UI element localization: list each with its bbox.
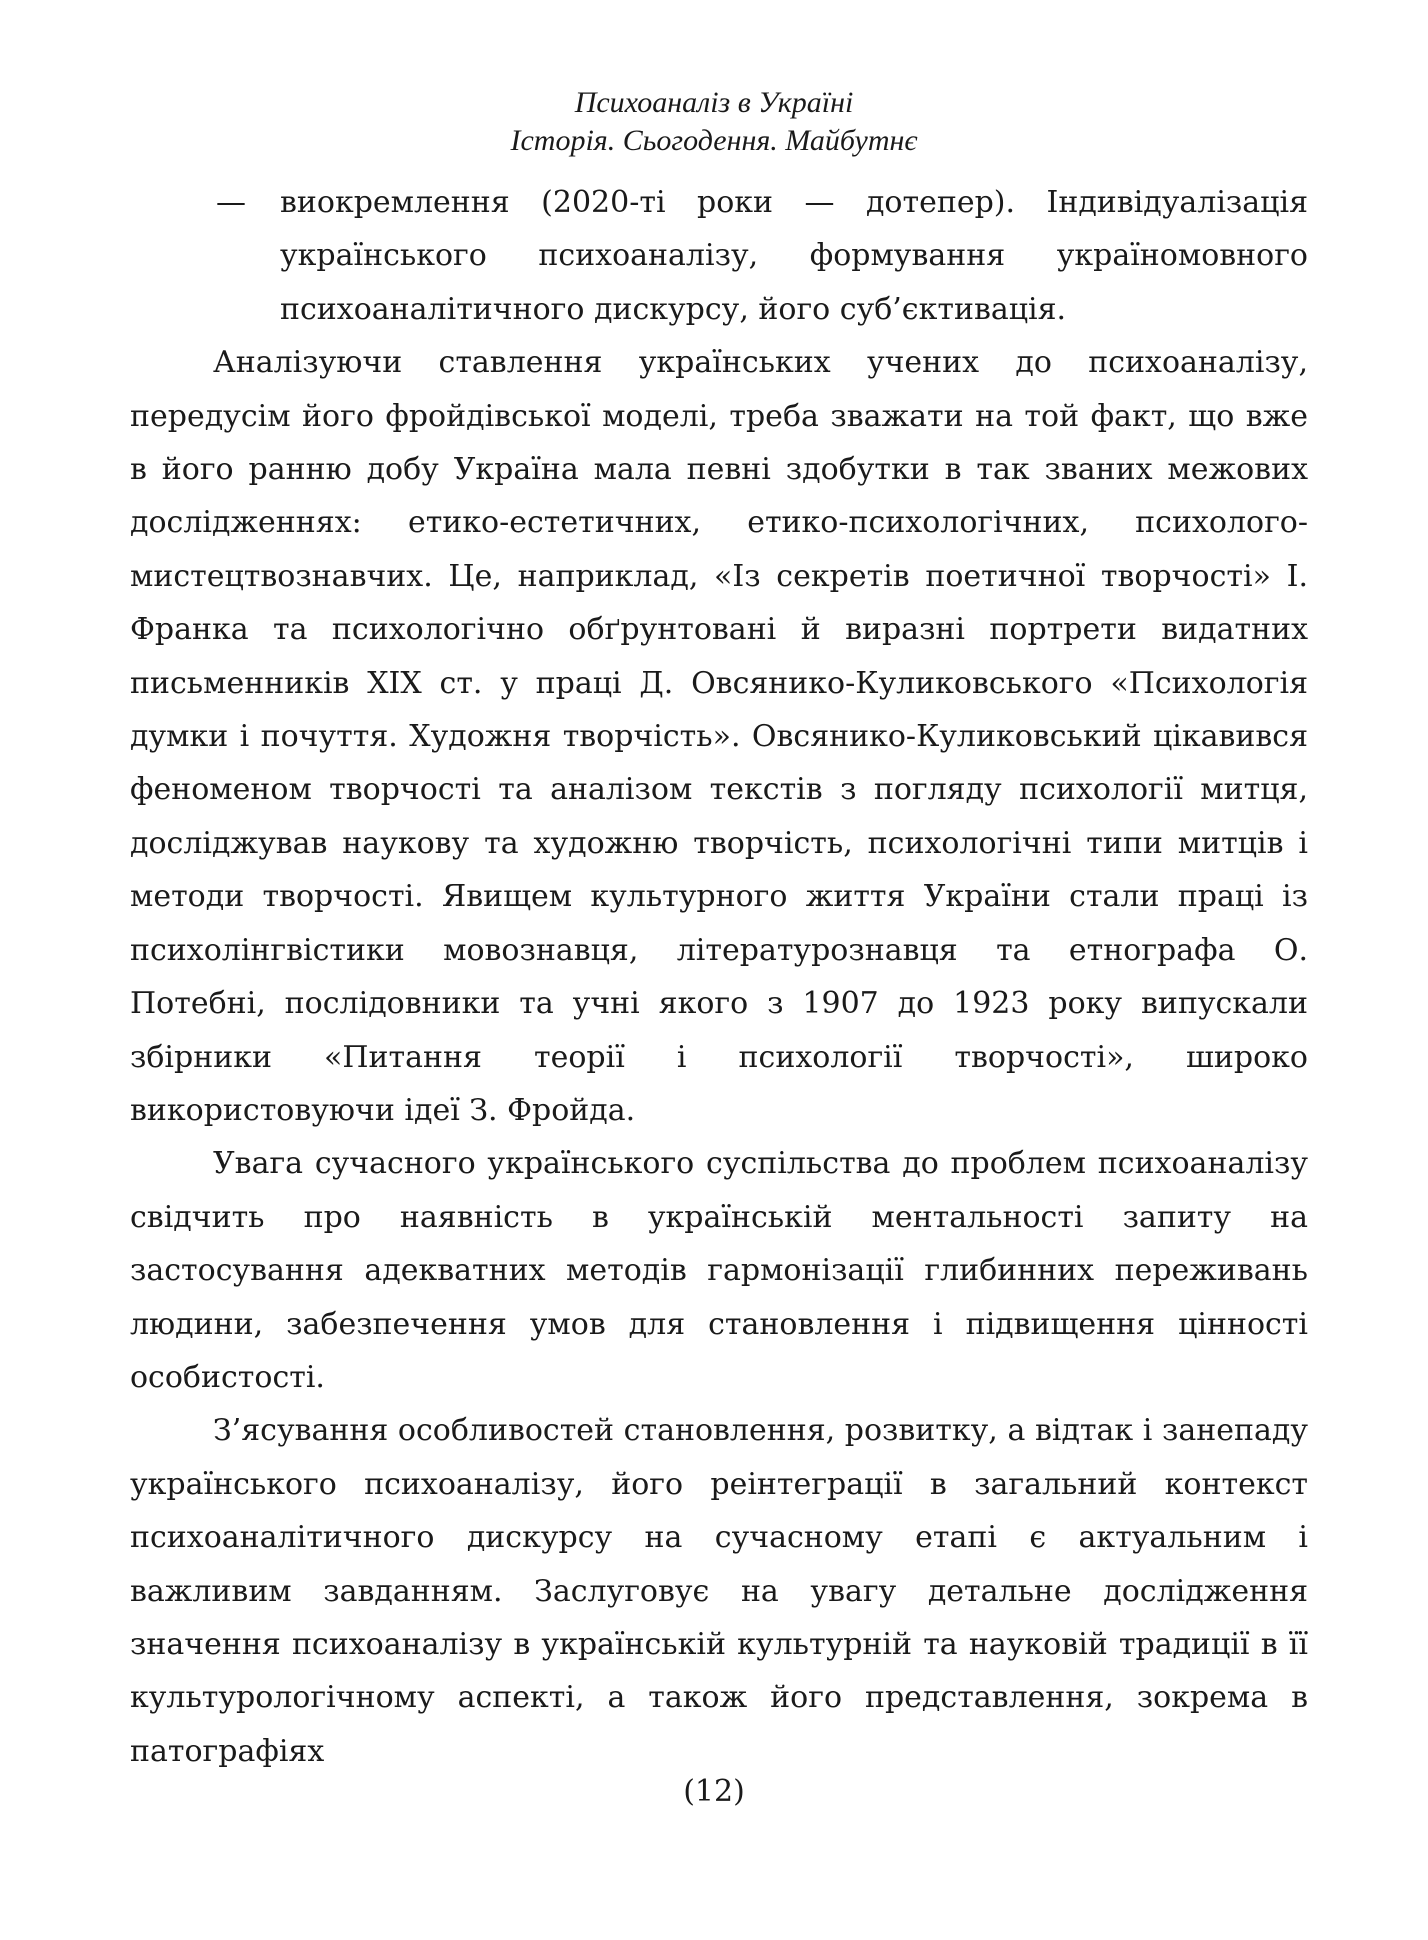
list-item-text: виокремлення (2020-ті роки — дотепер). Індивідуалізація українського психоаналізу, формування україномовного психоаналітичного дискурсу, його суб’єктивація. [280,185,1308,327]
page-body [130,176,1308,1778]
running-header-subtitle: Історія. Сьогодення. Майбутнє [510,124,918,157]
list-item [130,176,1308,336]
paragraph-1: Аналізуючи ставлення українських учених до психоаналізу, передусім його фройдівської моделі, треба зважати на той факт, що вже в його ранню добу Україна мала певні здобутки в так званих межових дослідженнях: етико-естетичних, етико-психологічних, психолого-мистецтвознавчих. Це, наприклад, «Із секретів поетичної творчості» І. Франка та психологічно обґрунтовані й виразні портрети видатних письменників XIX ст. у праці Д. Овсянико-Куликовського «Психологія думки і почуття. Художня творчість». Овсянико-Куликовський цікавився феноменом творчості та аналізом текстів з погляду психології митця, досліджував наукову та художню творчість, психологічні типи митців і методи творчості. Явищем культурного життя України стали праці із психолінгвістики мовознавця, літературознавця та етнографа О. Потебні, послідовники та учні якого з 1907 до 1923 року випускали збірники «Питання теорії і психології творчості», широко використовуючи ідеї З. Фройда. [130,345,1308,1128]
running-header-title: Психоаналіз в Україні [574,86,854,119]
page-number: (12) [683,1774,745,1809]
running-header [0,84,1428,160]
paragraph-2: Увага сучасного українського суспільства до проблем психоаналізу свідчить про наявність в українській ментальності запиту на застосування адекватних методів гармонізації глибинних переживань людини, забезпечення умов для становлення і підвищення цінності особистості. [130,1146,1308,1395]
paragraph-3: З’ясування особливостей становлення, розвитку, а відтак і занепаду українського психоаналізу, його реінтеграції в загальний контекст психоаналітичного дискурсу на сучасному етапі є актуальним і важливим завданням. Заслуговує на увагу детальне дослідження значення психоаналізу в українській культурній та науковій традиції в її культурологічному аспекті, а також його представлення, зокрема в патографіях [130,1413,1308,1769]
list-dash: — [216,185,246,220]
